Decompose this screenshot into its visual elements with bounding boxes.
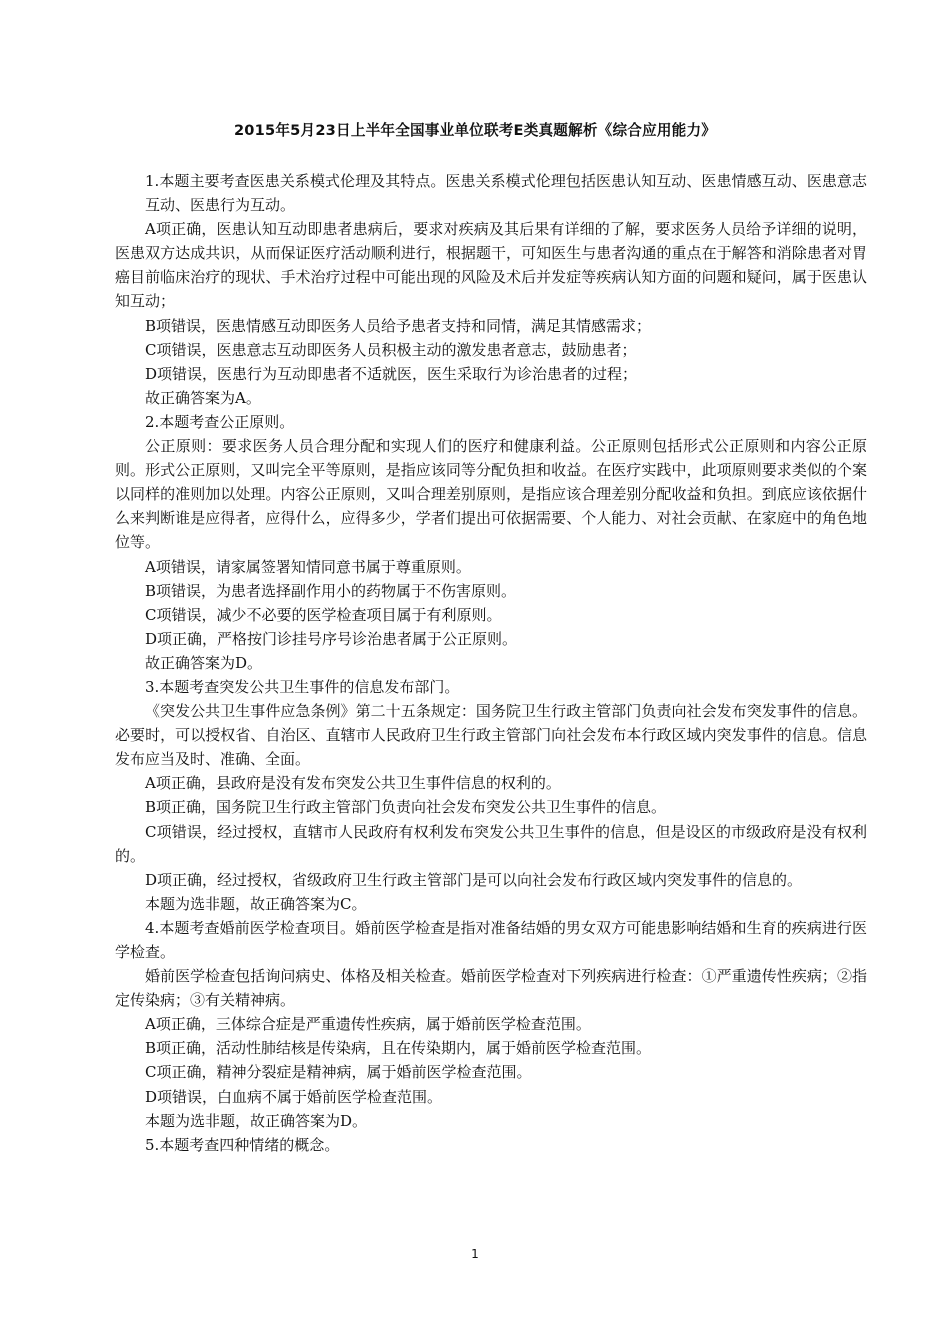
paragraph: 公正原则：要求医务人员合理分配和实现人们的医疗和健康利益。公正原则包括形式公正原则和内容公正原则。形式公正原则，又叫完全平等原则，是指应该同等分配负担和收益。在医疗实践中，此项原则要求类似的个案以同样的准则加以处理。内容公正原则，又叫合理差别原则，是指应该合理差别分配收益和负担。到底应该依据什么来判断谁是应得者，应得什么，应得多少，学者们提出可依据需要、个人能力、对社会贡献、在家庭中的角色地位等。 bbox=[115, 437, 867, 552]
paragraph: C项正确，精神分裂症是精神病，属于婚前医学检查范围。 bbox=[145, 1063, 532, 1082]
paragraph: 2.本题考查公正原则。 bbox=[145, 412, 295, 431]
paragraph: A项正确，医患认知互动即患者患病后，要求对疾病及其后果有详细的了解，要求医务人员给予详细的说明，医患双方达成共识，从而保证医疗活动顺利进行，根据题干，可知医生与患者沟通的重点在于解答和消除患者对胃癌目前临床治疗的现状、手术治疗过程中可能出现的风险及术后并发症等疾病认知方面的问题和疑问，属于医患认知互动； bbox=[115, 220, 867, 311]
paragraph: 故正确答案为A。 bbox=[145, 388, 261, 407]
document-body bbox=[115, 169, 867, 1157]
paragraph: 3.本题考查突发公共卫生事件的信息发布部门。 bbox=[145, 677, 460, 696]
paragraph: 5.本题考查四种情绪的概念。 bbox=[145, 1135, 340, 1154]
paragraph: B项错误，医患情感互动即医务人员给予患者支持和同情，满足其情感需求； bbox=[145, 316, 652, 335]
paragraph: 4.本题考查婚前医学检查项目。婚前医学检查是指对准备结婚的男女双方可能患影响结婚和生育的疾病进行医学检查。 bbox=[115, 918, 867, 961]
paragraph: B项错误，为患者选择副作用小的药物属于不伤害原则。 bbox=[145, 581, 517, 600]
paragraph: A项错误，请家属签署知情同意书属于尊重原则。 bbox=[145, 557, 471, 576]
paragraph: 《突发公共卫生事件应急条例》第二十五条规定：国务院卫生行政主管部门负责向社会发布突发事件的信息。必要时，可以授权省、自治区、直辖市人民政府卫生行政主管部门向社会发布本行政区域内突发事件的信息。信息发布应当及时、准确、全面。 bbox=[115, 702, 867, 769]
document-title: 2015年5月23日上半年全国事业单位联考E类真题解析《综合应用能力》 bbox=[233, 122, 717, 139]
paragraph: A项正确，县政府是没有发布突发公共卫生事件信息的权利的。 bbox=[145, 774, 561, 793]
paragraph: 本题为选非题，故正确答案为C。 bbox=[145, 894, 367, 913]
paragraph: 婚前医学检查包括询问病史、体格及相关检查。婚前医学检查对下列疾病进行检查：①严重遗传性疾病；②指定传染病；③有关精神病。 bbox=[115, 967, 867, 1010]
paragraph: D项错误，白血病不属于婚前医学检查范围。 bbox=[145, 1087, 443, 1106]
page-number: 1 bbox=[471, 1247, 479, 1261]
paragraph: D项正确，严格按门诊挂号序号诊治患者属于公正原则。 bbox=[145, 629, 518, 648]
paragraph: C项错误，医患意志互动即医务人员积极主动的激发患者意志，鼓励患者； bbox=[145, 340, 637, 359]
paragraph: A项正确，三体综合症是严重遗传性疾病，属于婚前医学检查范围。 bbox=[145, 1015, 591, 1034]
paragraph: 本题为选非题，故正确答案为D。 bbox=[145, 1111, 368, 1130]
paragraph: C项错误，经过授权，直辖市人民政府有权利发布突发公共卫生事件的信息，但是设区的市级政府是没有权利的。 bbox=[115, 822, 867, 865]
paragraph: C项错误，减少不必要的医学检查项目属于有利原则。 bbox=[145, 605, 502, 624]
paragraph: D项正确，经过授权，省级政府卫生行政主管部门是可以向社会发布行政区域内突发事件的信息的。 bbox=[145, 870, 803, 889]
paragraph: B项正确，国务院卫生行政主管部门负责向社会发布突发公共卫生事件的信息。 bbox=[145, 798, 667, 817]
paragraph: B项正确，活动性肺结核是传染病，且在传染期内，属于婚前医学检查范围。 bbox=[145, 1039, 652, 1058]
paragraph: D项错误，医患行为互动即患者不适就医，医生采取行为诊治患者的过程； bbox=[145, 364, 638, 383]
paragraph: 1.本题主要考查医患关系模式伦理及其特点。医患关系模式伦理包括医患认知互动、医患情感互动、医患意志互动、医患行为互动。 bbox=[145, 172, 867, 215]
paragraph: 故正确答案为D。 bbox=[145, 653, 263, 672]
